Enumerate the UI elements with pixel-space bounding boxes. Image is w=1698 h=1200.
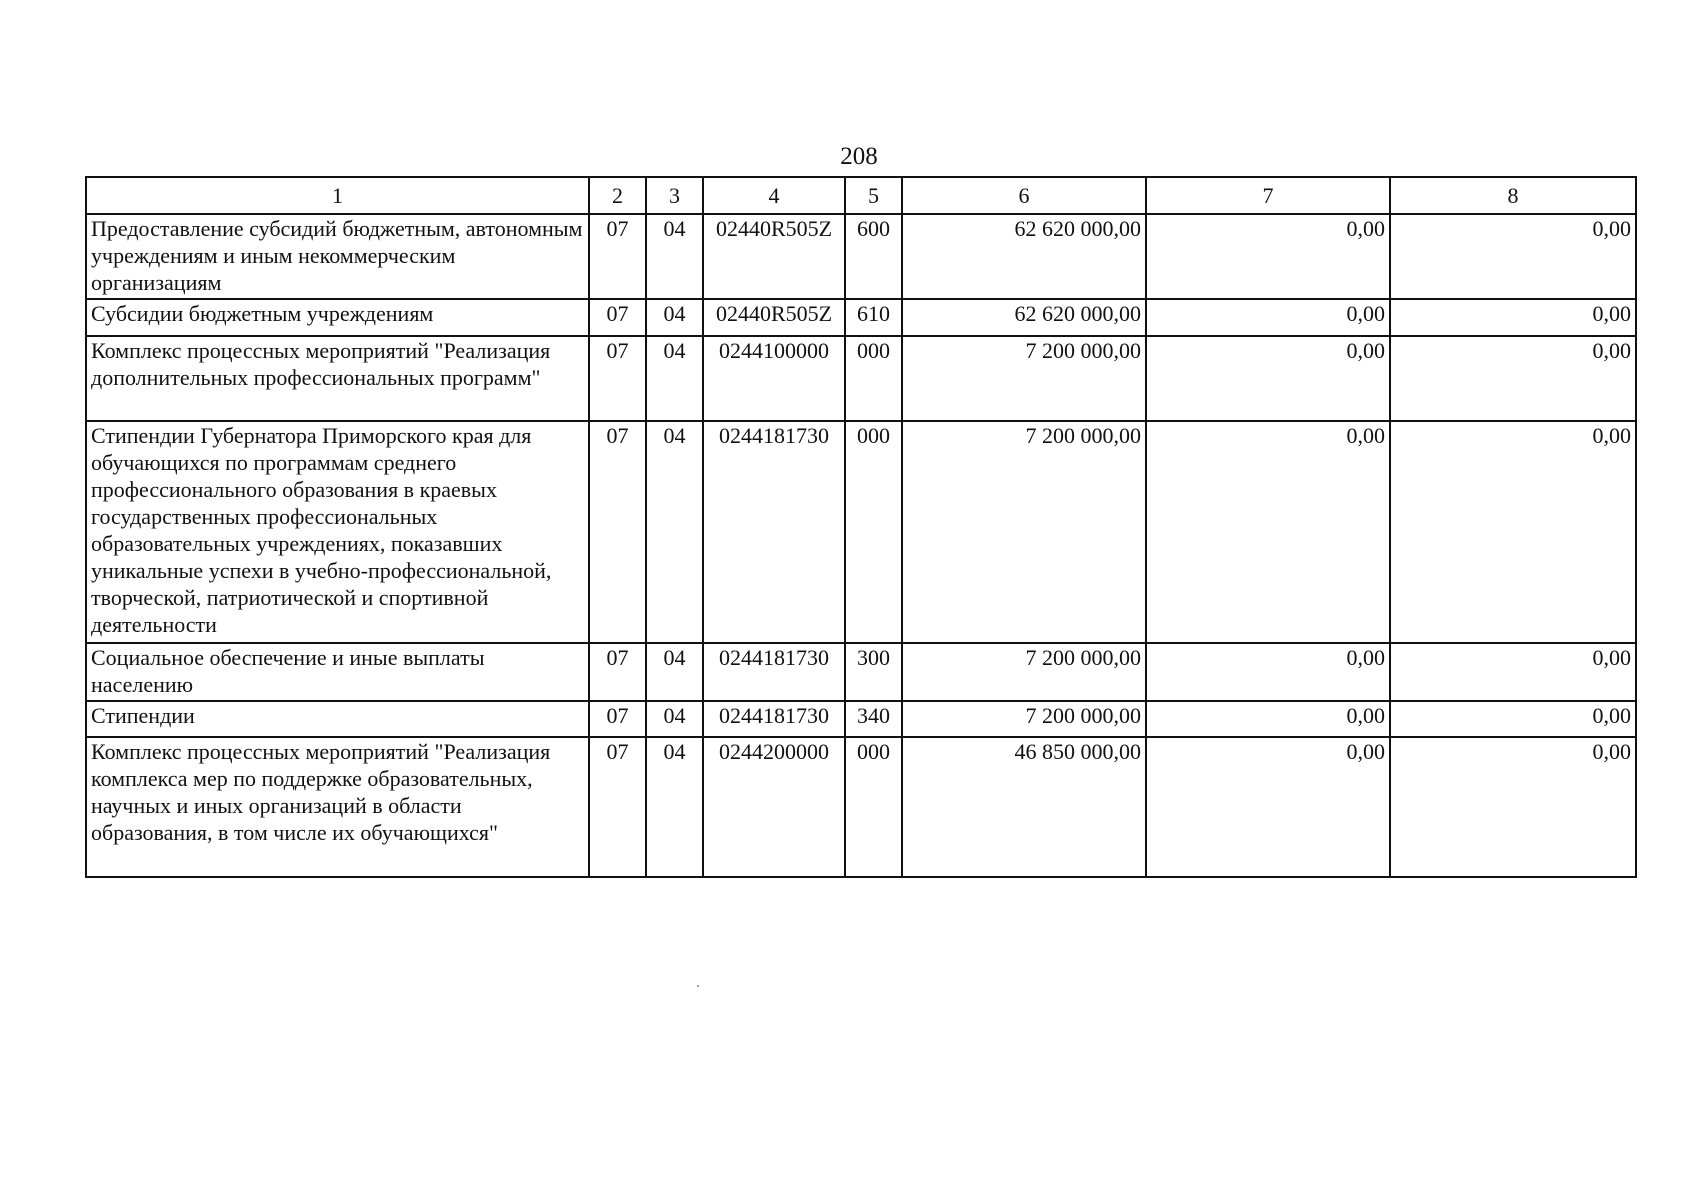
row-name: Комплекс процессных мероприятий "Реализация дополнительных профессиональных программ" bbox=[86, 336, 589, 421]
row-name: Субсидии бюджетным учреждениям bbox=[86, 299, 589, 336]
expense-type-code: 300 bbox=[845, 643, 902, 701]
amount-col-7: 0,00 bbox=[1146, 643, 1390, 701]
target-article-code: 0244200000 bbox=[703, 737, 845, 877]
section-code: 07 bbox=[589, 701, 646, 737]
target-article-code: 0244181730 bbox=[703, 643, 845, 701]
amount-col-7: 0,00 bbox=[1146, 299, 1390, 336]
target-article-code: 02440R505Z bbox=[703, 299, 845, 336]
row-name: Предоставление субсидий бюджетным, автономным учреждениям и иным некоммерческим организациям bbox=[86, 214, 589, 299]
section-code: 07 bbox=[589, 299, 646, 336]
amount-col-6: 7 200 000,00 bbox=[902, 336, 1146, 421]
header-col-7: 7 bbox=[1146, 177, 1390, 214]
section-code: 07 bbox=[589, 643, 646, 701]
subsection-code: 04 bbox=[646, 299, 703, 336]
amount-col-6: 62 620 000,00 bbox=[902, 214, 1146, 299]
header-col-8: 8 bbox=[1390, 177, 1636, 214]
expense-type-code: 000 bbox=[845, 421, 902, 643]
section-code: 07 bbox=[589, 421, 646, 643]
header-col-6: 6 bbox=[902, 177, 1146, 214]
amount-col-6: 7 200 000,00 bbox=[902, 643, 1146, 701]
scan-speck bbox=[697, 985, 699, 987]
amount-col-8: 0,00 bbox=[1390, 701, 1636, 737]
table-row bbox=[86, 701, 1636, 737]
header-col-2: 2 bbox=[589, 177, 646, 214]
target-article-code: 0244100000 bbox=[703, 336, 845, 421]
amount-col-7: 0,00 bbox=[1146, 421, 1390, 643]
table-header bbox=[86, 177, 1636, 214]
header-col-3: 3 bbox=[646, 177, 703, 214]
header-col-4: 4 bbox=[703, 177, 845, 214]
table-row bbox=[86, 336, 1636, 421]
section-code: 07 bbox=[589, 214, 646, 299]
row-name: Комплекс процессных мероприятий "Реализация комплекса мер по поддержке образовательных, научных и иных организаций в области образования, в том числе их обучающихся" bbox=[86, 737, 589, 877]
budget-table bbox=[85, 176, 1637, 878]
header-col-1: 1 bbox=[86, 177, 589, 214]
table-row bbox=[86, 214, 1636, 299]
amount-col-6: 62 620 000,00 bbox=[902, 299, 1146, 336]
page-number: 208 bbox=[840, 143, 878, 170]
amount-col-7: 0,00 bbox=[1146, 214, 1390, 299]
section-code: 07 bbox=[589, 737, 646, 877]
row-name: Стипендии Губернатора Приморского края для обучающихся по программам среднего профессионального образования в краевых государственных профессиональных образовательных учреждениях, показавших уникальные успехи в учебно-профессиональной, творческой, патриотической и спортивной деятельности bbox=[86, 421, 589, 643]
subsection-code: 04 bbox=[646, 701, 703, 737]
header-row bbox=[86, 177, 1636, 214]
header-col-5: 5 bbox=[845, 177, 902, 214]
amount-col-6: 46 850 000,00 bbox=[902, 737, 1146, 877]
subsection-code: 04 bbox=[646, 737, 703, 877]
amount-col-8: 0,00 bbox=[1390, 214, 1636, 299]
expense-type-code: 000 bbox=[845, 737, 902, 877]
table-row bbox=[86, 643, 1636, 701]
amount-col-8: 0,00 bbox=[1390, 336, 1636, 421]
subsection-code: 04 bbox=[646, 421, 703, 643]
expense-type-code: 340 bbox=[845, 701, 902, 737]
row-name: Стипендии bbox=[86, 701, 589, 737]
amount-col-8: 0,00 bbox=[1390, 737, 1636, 877]
table-row bbox=[86, 299, 1636, 336]
expense-type-code: 600 bbox=[845, 214, 902, 299]
amount-col-7: 0,00 bbox=[1146, 737, 1390, 877]
expense-type-code: 000 bbox=[845, 336, 902, 421]
subsection-code: 04 bbox=[646, 643, 703, 701]
table-row bbox=[86, 737, 1636, 877]
row-name: Социальное обеспечение и иные выплаты населению bbox=[86, 643, 589, 701]
amount-col-6: 7 200 000,00 bbox=[902, 421, 1146, 643]
table-body bbox=[86, 214, 1636, 877]
table-row bbox=[86, 421, 1636, 643]
amount-col-7: 0,00 bbox=[1146, 336, 1390, 421]
target-article-code: 0244181730 bbox=[703, 421, 845, 643]
subsection-code: 04 bbox=[646, 214, 703, 299]
amount-col-8: 0,00 bbox=[1390, 299, 1636, 336]
amount-col-7: 0,00 bbox=[1146, 701, 1390, 737]
target-article-code: 0244181730 bbox=[703, 701, 845, 737]
expense-type-code: 610 bbox=[845, 299, 902, 336]
amount-col-8: 0,00 bbox=[1390, 421, 1636, 643]
amount-col-8: 0,00 bbox=[1390, 643, 1636, 701]
subsection-code: 04 bbox=[646, 336, 703, 421]
section-code: 07 bbox=[589, 336, 646, 421]
amount-col-6: 7 200 000,00 bbox=[902, 701, 1146, 737]
target-article-code: 02440R505Z bbox=[703, 214, 845, 299]
